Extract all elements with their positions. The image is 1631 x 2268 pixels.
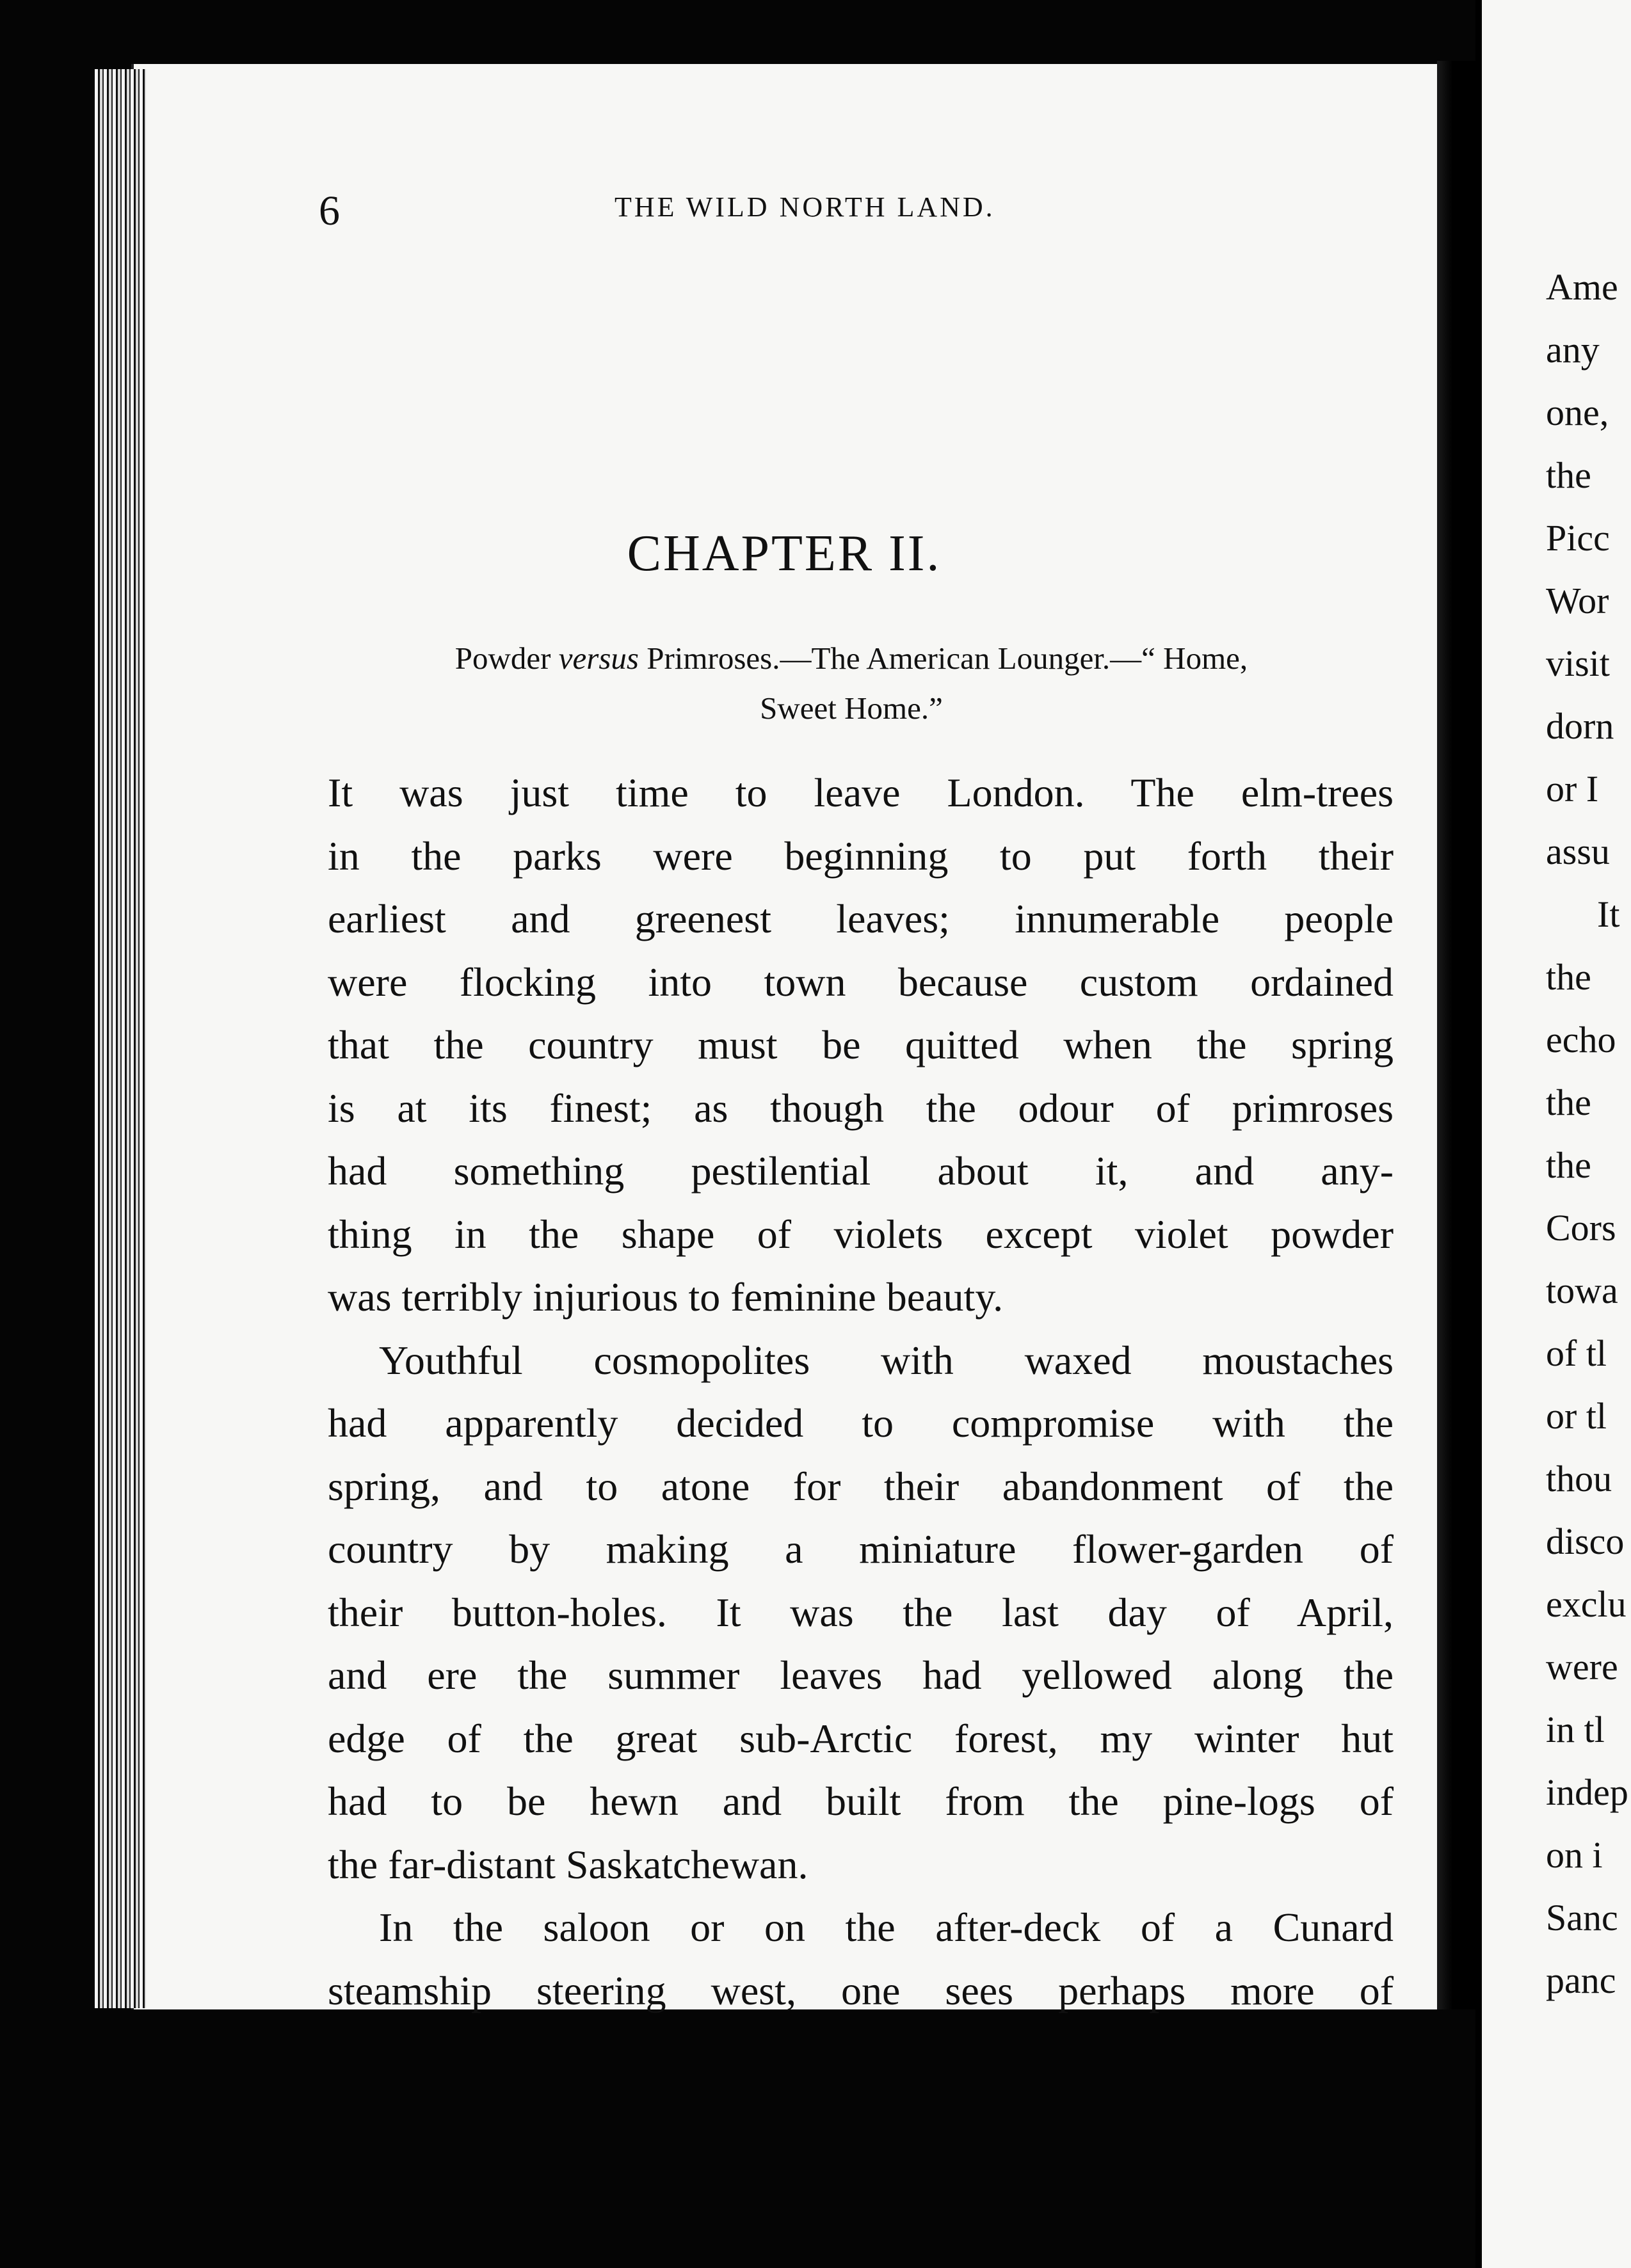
- text-line: thing in the shape of violets except violet powder: [328, 1211, 1394, 1257]
- facing-page: [1475, 0, 1631, 2268]
- facing-fragment: one,: [1546, 392, 1609, 433]
- running-head: THE WILD NORTH LAND.: [615, 191, 995, 223]
- facing-fragment: the: [1546, 1144, 1591, 1186]
- text-line: the far-distant Saskatchewan.: [328, 1841, 808, 1887]
- page-edges: [95, 69, 146, 2008]
- facing-fragment: the: [1546, 1082, 1591, 1123]
- facing-fragment: visit: [1546, 643, 1610, 684]
- text-line: It was just time to leave London. The elm-trees: [328, 770, 1394, 815]
- facing-fragment: echo: [1546, 1019, 1616, 1060]
- facing-fragment: Sanc: [1546, 1897, 1618, 1938]
- synopsis-text-b: Primroses.—The American Lounger.—“ Home,: [638, 641, 1248, 676]
- page-number: 6: [319, 188, 340, 234]
- facing-fragment: thou: [1546, 1458, 1612, 1499]
- facing-fragment: of tl: [1546, 1332, 1607, 1374]
- text-line: is at its finest; as though the odour of primroses: [328, 1085, 1394, 1131]
- text-line: Youthful cosmopolites with waxed moustaches: [379, 1337, 1394, 1383]
- chapter-synopsis: [326, 634, 1376, 733]
- facing-fragment: Ame: [1546, 266, 1618, 308]
- text-line: earliest and greenest leaves; innumerable people: [328, 896, 1394, 941]
- text-line: had apparently decided to compromise with the: [328, 1400, 1394, 1446]
- synopsis-line-2: Sweet Home.”: [760, 691, 943, 726]
- facing-fragment: on i: [1546, 1834, 1603, 1876]
- book-gutter: [1437, 61, 1475, 2019]
- scan-background-top: [0, 0, 1631, 64]
- chapter-title: CHAPTER II.: [627, 525, 942, 582]
- facing-fragment: Wor: [1546, 580, 1609, 621]
- facing-fragment: Cors: [1546, 1207, 1616, 1249]
- synopsis-line-1: [326, 634, 1376, 683]
- facing-fragment: were: [1546, 1646, 1618, 1688]
- text-line: were flocking into town because custom ordained: [328, 959, 1394, 1005]
- facing-fragment: or tl: [1546, 1395, 1607, 1437]
- text-line: country by making a miniature flower-garden of: [328, 1526, 1394, 1572]
- text-line: was terribly injurious to feminine beauty.: [328, 1274, 1004, 1320]
- text-line: had to be hewn and built from the pine-logs of: [328, 1778, 1394, 1824]
- text-line: edge of the great sub-Arctic forest, my winter hut: [328, 1715, 1394, 1761]
- facing-fragment: exclu: [1546, 1583, 1627, 1625]
- text-line: that the country must be quitted when the spring: [328, 1022, 1394, 1067]
- facing-fragment: the: [1546, 956, 1591, 998]
- facing-fragment: Picc: [1546, 517, 1610, 559]
- facing-fragment: assu: [1546, 831, 1610, 872]
- facing-fragment: any: [1546, 329, 1600, 371]
- facing-fragment: disco: [1546, 1521, 1625, 1562]
- text-line: their button-holes. It was the last day of April,: [328, 1589, 1394, 1635]
- facing-fragment: in tl: [1546, 1709, 1605, 1750]
- text-line: and ere the summer leaves had yellowed along the: [328, 1652, 1394, 1698]
- text-line: had something pestilential about it, and any-: [328, 1148, 1394, 1194]
- scan-background-bottom: [0, 2009, 1475, 2268]
- facing-fragment: indep: [1546, 1771, 1628, 1813]
- text-line: spring, and to atone for their abandonment of the: [328, 1463, 1394, 1509]
- synopsis-italic: versus: [558, 641, 639, 676]
- facing-fragment: the: [1546, 454, 1591, 496]
- synopsis-text-a: Powder: [454, 641, 559, 676]
- body-text: [328, 762, 1394, 2022]
- facing-fragment: panc: [1546, 1960, 1616, 2001]
- facing-fragment: or I: [1546, 768, 1599, 810]
- text-line: steamship steering west, one sees perhaps more of: [328, 1967, 1394, 2013]
- text-line: In the saloon or on the after-deck of a Cunard: [379, 1905, 1394, 1950]
- facing-fragment: towa: [1546, 1270, 1618, 1311]
- text-line: in the parks were beginning to put forth their: [328, 833, 1394, 879]
- facing-fragment: dorn: [1546, 705, 1614, 747]
- facing-fragment: It: [1597, 893, 1620, 935]
